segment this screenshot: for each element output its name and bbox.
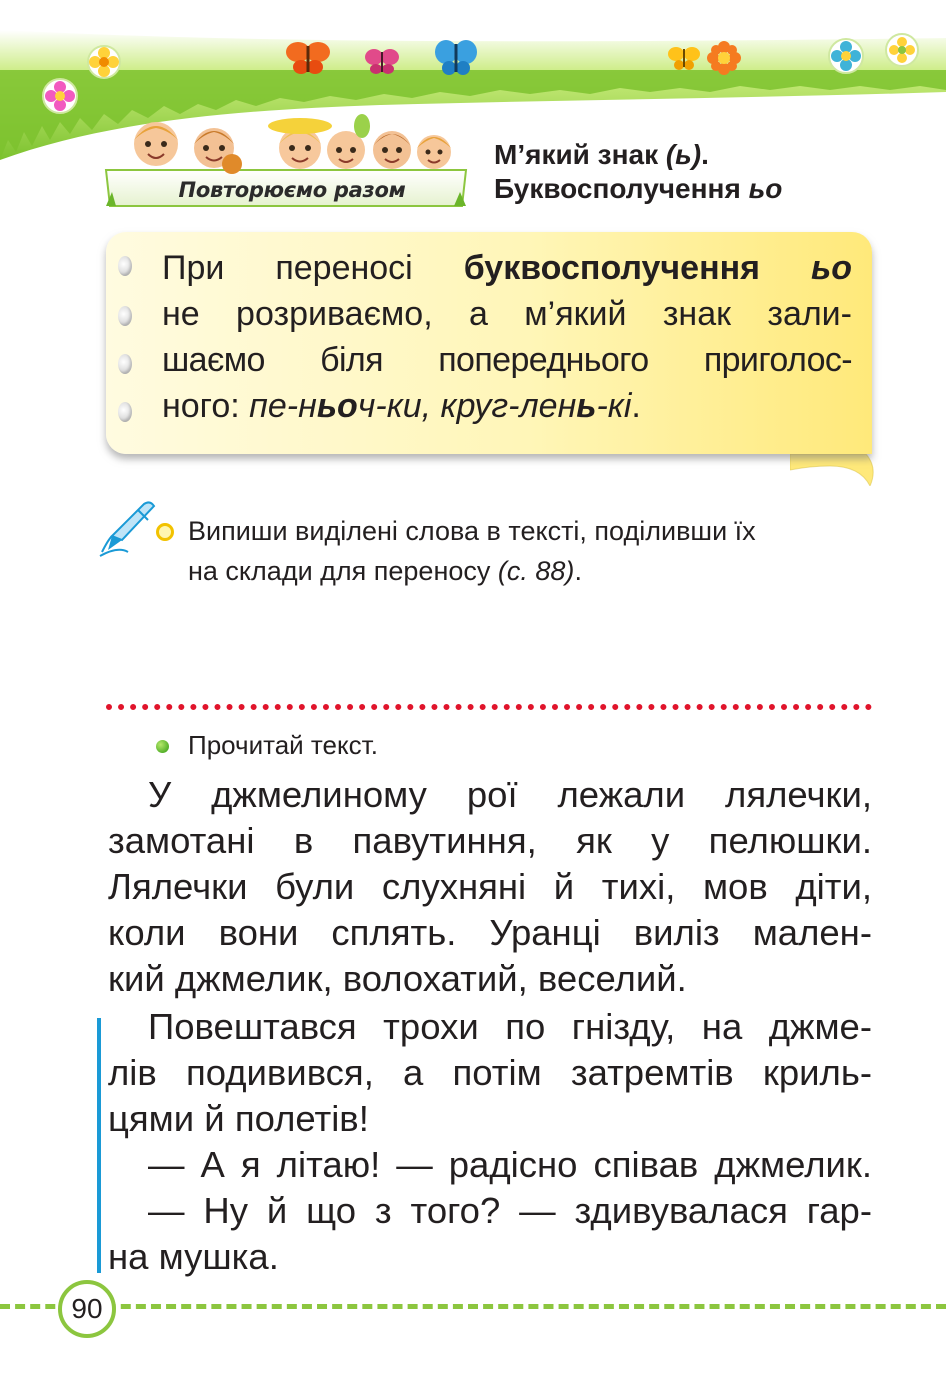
- example-highlight: ь: [576, 387, 597, 425]
- story-line: У джмелиному рої лежали лялечки,: [148, 774, 872, 815]
- example-highlight: ьо: [316, 387, 358, 425]
- flower-icon: [886, 34, 918, 66]
- dotted-divider: [106, 704, 872, 710]
- heading-line1-text: М’який знак: [494, 139, 659, 170]
- reading-bullet-icon: [156, 740, 169, 753]
- notebook-ring: [118, 306, 132, 326]
- story-line: на мушка.: [108, 1236, 279, 1277]
- story-line: — Ну й що з того? — здивувалася гар-: [148, 1190, 872, 1231]
- story-line: замотані в павутиння, як у пелюшки.: [108, 820, 872, 861]
- heading-line1: [494, 139, 709, 170]
- story-line: цями й полетів!: [108, 1098, 369, 1139]
- example-word-part: -кі: [596, 387, 632, 425]
- heading-line2: [494, 173, 782, 204]
- story-line: Лялечки були слухняні й тихі, мов діти,: [108, 866, 872, 907]
- footer-dashed-line: [0, 1304, 946, 1309]
- margin-marker: [97, 1018, 101, 1273]
- rule-text: .: [631, 387, 641, 425]
- rule-line-4: [162, 386, 852, 426]
- rule-text: При переносі: [162, 249, 413, 287]
- rule-line-3: шаємо біля попереднього приголос-: [162, 341, 852, 379]
- task-bullet-icon: [156, 523, 174, 541]
- flower-icon: [88, 46, 120, 78]
- story-line: коли вони сплять. Уранці виліз мален-: [108, 912, 872, 953]
- example-word-part: ч-ки, круг-лен: [357, 387, 577, 425]
- story-line: Повештався трохи по гнізду, на джме-: [148, 1006, 872, 1047]
- example-word-part: пе-н: [249, 387, 317, 425]
- task-text: на склади для переносу: [188, 556, 491, 586]
- rule-bold-term: буквосполучення: [463, 249, 760, 287]
- rule-bold-italic-term: ьо: [811, 249, 852, 287]
- notebook-ring: [118, 354, 132, 374]
- heading-line2-italic: ьо: [748, 173, 783, 204]
- rule-text: ного:: [162, 387, 240, 425]
- task-line-1: Випиши виділені слова в тексті, поділивши їх: [188, 516, 756, 546]
- flower-icon: [43, 79, 77, 113]
- page-number: 90: [71, 1293, 103, 1324]
- task-line-2: [188, 554, 582, 588]
- heading-line1-italic: (ь): [665, 139, 702, 170]
- section-label: Повторюємо разом: [178, 178, 406, 202]
- lesson-heading: [494, 138, 924, 206]
- notebook-ring: [118, 256, 132, 276]
- story-line: — А я літаю! — радісно співав джмелик.: [148, 1144, 872, 1185]
- story-line: лів подивився, а потім затремтів криль-: [108, 1052, 872, 1093]
- heading-line2-text: Буквосполучення: [494, 173, 741, 204]
- page-reference: (с. 88): [497, 556, 575, 586]
- rule-line-2: не розриваємо, а м’який знак зали-: [162, 295, 852, 333]
- story-line: кий джмелик, волохатий, веселий.: [108, 958, 687, 999]
- reading-instruction: Прочитай текст.: [188, 730, 378, 760]
- heading-line1-end: .: [701, 139, 709, 170]
- notebook-ring: [118, 402, 132, 422]
- task-text: .: [574, 556, 582, 586]
- flower-icon: [829, 39, 863, 73]
- rule-line-1: [162, 248, 852, 288]
